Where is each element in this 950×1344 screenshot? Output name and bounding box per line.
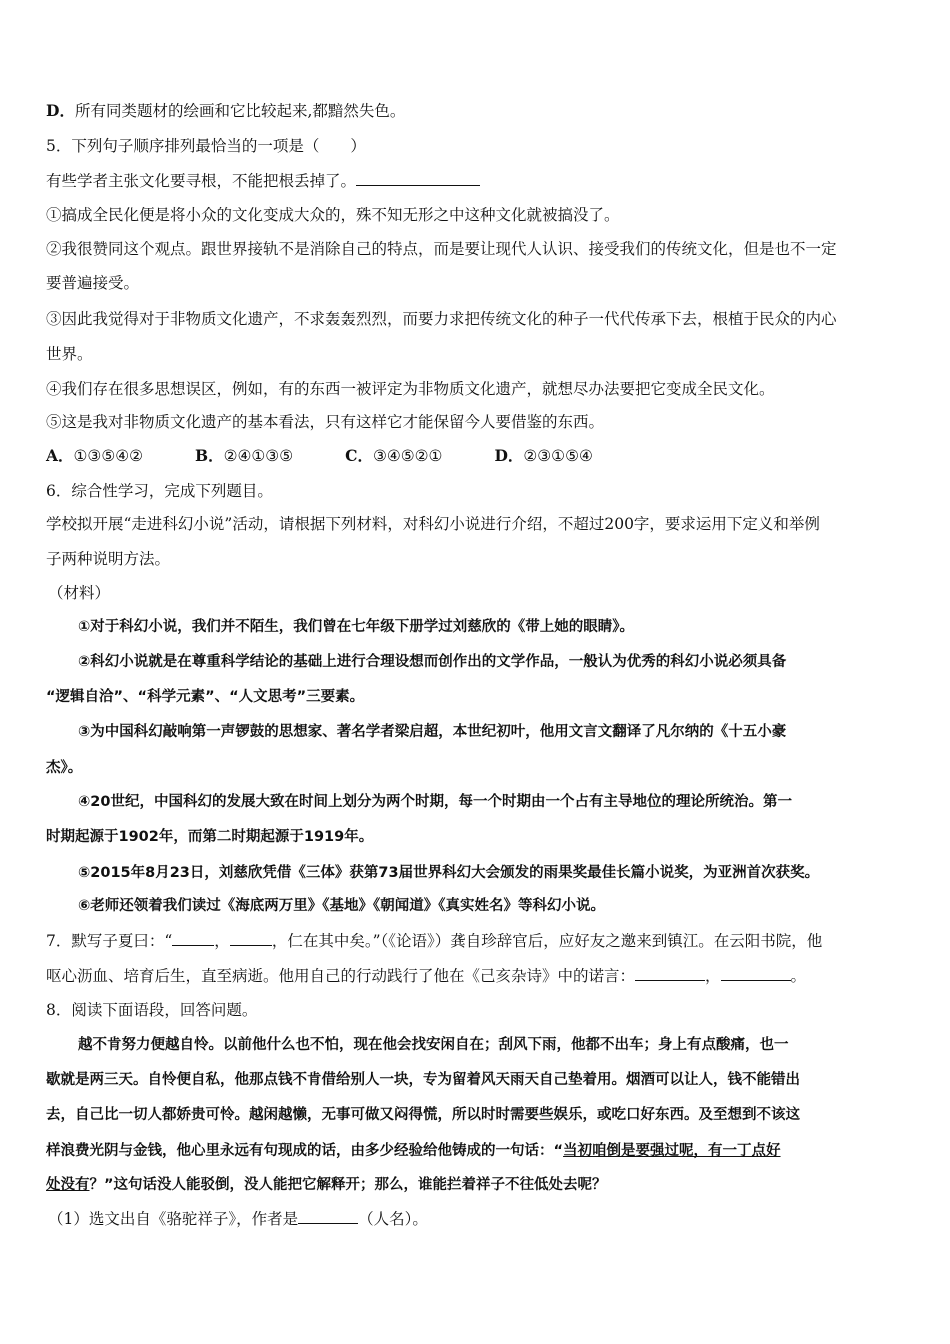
- question-6-task-line-2: 子两种说明方法。: [46, 550, 171, 568]
- lead-text: 有些学者主张文化要寻根，不能把根丢掉了。: [46, 172, 357, 190]
- passage-line-1: 越不肯努力便越自怜。以前他什么也不怕，现在他会找安闲自在；刮风下雨，他都不出车；身上有点酸痛，也一: [78, 1037, 789, 1053]
- option-d-line: [46, 100, 908, 122]
- blank-2[interactable]: [230, 930, 272, 946]
- material-1: ①对于科幻小说，我们并不陌生，我们曾在七年级下册学过刘慈欣的《带上她的眼睛》。: [78, 619, 635, 635]
- blank-3[interactable]: [635, 965, 705, 981]
- material-4-line-1: ④20世纪，中国科幻的发展大致在时间上划分为两个时期，每一个时期由一个占有主导地位的理论所统治。第一: [78, 794, 792, 810]
- q5-sentence-3-line-2: 世界。: [46, 345, 93, 363]
- material-5: ⑤2015年8月23日，刘慈欣凭借《三体》获第73届世界科幻大会颁发的雨果奖最佳长篇小说奖，为亚洲首次获奖。: [78, 865, 820, 881]
- q8-1-text: （1）选文出自《骆驼祥子》，作者是: [48, 1210, 299, 1228]
- choice-b[interactable]: B．②④①③⑤: [195, 446, 294, 465]
- q8-1-end: （人名）。: [358, 1210, 428, 1228]
- blank-4[interactable]: [721, 965, 791, 981]
- question-7-line-1: [46, 930, 908, 952]
- q7-text: 7．默写子夏曰：“: [46, 932, 173, 950]
- passage-text-end: ？”这句话没人能驳倒，没人能把它解释开；那么，谁能拦着祥子不往低处去呢？: [89, 1177, 607, 1193]
- passage-text: 样浪费光阴与金钱，他心里永远有句现成的话，由多少经验给他铸成的一句话：“: [46, 1143, 564, 1159]
- answer-blank[interactable]: [356, 170, 480, 186]
- question-5-lead: [46, 170, 908, 192]
- passage-line-5: [46, 1174, 908, 1196]
- material-2-line-2: “逻辑自洽”、“科学元素”、“人文思考”三要素。: [46, 689, 365, 705]
- material-2-line-1: ②科幻小说就是在尊重科学结论的基础上进行合理设想而创作出的文学作品，一般认为优秀的科幻小说必须具备: [78, 654, 787, 670]
- material-3-line-1: ③为中国科幻敲响第一声锣鼓的思想家、著名学者梁启超，本世纪初叶，他用文言文翻译了凡尔纳的《十五小豪: [78, 724, 787, 740]
- question-8-1: [48, 1208, 910, 1230]
- question-5-stem: 5．下列句子顺序排列最恰当的一项是（ ）: [46, 137, 366, 155]
- q5-sentence-3-line-1: ③因此我觉得对于非物质文化遗产，不求轰轰烈烈，而要力求把传统文化的种子一代代传承下去，根植于民众的内心: [46, 310, 837, 328]
- q5-sentence-4: ④我们存在很多思想误区，例如，有的东西一被评定为非物质文化遗产，就想尽办法要把它变成全民文化。: [46, 380, 775, 398]
- question-7-line-2: [46, 965, 908, 987]
- underlined-quote: 当初咱倒是要强过呢，有一丁点好: [563, 1143, 781, 1159]
- material-heading: （材料）: [48, 584, 111, 602]
- author-blank[interactable]: [298, 1208, 358, 1224]
- q7-end: 。: [790, 967, 807, 985]
- option-text: 所有同类题材的绘画和它比较起来,都黯然失色。: [74, 102, 406, 120]
- question-5-choices: [46, 445, 908, 467]
- material-6: ⑥老师还领着我们读过《海底两万里》《基地》《朝闻道》《真实姓名》等科幻小说。: [78, 898, 606, 914]
- material-3-line-2: 杰》。: [46, 760, 83, 776]
- q7-text-2: 呕心沥血、培育后生，直至病逝。他用自己的行动践行了他在《己亥杂诗》中的诺言：: [46, 967, 636, 985]
- q5-sentence-5: ⑤这是我对非物质文化遗产的基本看法，只有这样它才能保留今人要借鉴的东西。: [46, 413, 605, 431]
- blank-1[interactable]: [172, 930, 214, 946]
- question-6-task-line-1: 学校拟开展“走进科幻小说”活动，请根据下列材料，对科幻小说进行介绍，不超过200字，要求运用下定义和举例: [46, 515, 820, 533]
- question-8-stem: 8．阅读下面语段，回答问题。: [46, 1001, 258, 1019]
- option-label: D．: [46, 101, 75, 120]
- question-6-stem: 6．综合性学习，完成下列题目。: [46, 482, 273, 500]
- q5-sentence-1: ①搞成全民化便是将小众的文化变成大众的，殊不知无形之中这种文化就被搞没了。: [46, 206, 620, 224]
- q7-sep: ，: [214, 932, 230, 950]
- passage-line-4: [46, 1140, 908, 1162]
- q7-text-cont: ，仁在其中矣。”（《论语》）龚自珍辞官后，应好友之邀来到镇江。在云阳书院，他: [271, 932, 823, 950]
- q5-sentence-2-line-1: ②我很赞同这个观点。跟世界接轨不是消除自己的特点，而是要让现代人认识、接受我们的传统文化，但是也不一定: [46, 240, 837, 258]
- material-4-line-2: 时期起源于1902年，而第二时期起源于1919年。: [46, 829, 374, 845]
- q7-sep-2: ，: [705, 967, 721, 985]
- choice-c[interactable]: C．③④⑤②①: [345, 446, 443, 465]
- underlined-quote-end: 处没有: [46, 1177, 90, 1193]
- passage-line-2: 歇就是两三天。自怜便自私，他那点钱不肯借给别人一块，专为留着风天雨天自己垫着用。烟酒可以让人，钱不能错出: [46, 1072, 800, 1088]
- passage-line-3: 去，自己比一切人都娇贵可怜。越闲越懒，无事可做又闷得慌，所以时时需要些娱乐，或吃口好东西。及至想到不该这: [46, 1107, 800, 1123]
- q5-sentence-2-line-2: 要普遍接受。: [46, 274, 140, 292]
- choice-d[interactable]: D．②③①⑤④: [494, 446, 593, 465]
- choice-a[interactable]: A．①③⑤④②: [46, 446, 144, 465]
